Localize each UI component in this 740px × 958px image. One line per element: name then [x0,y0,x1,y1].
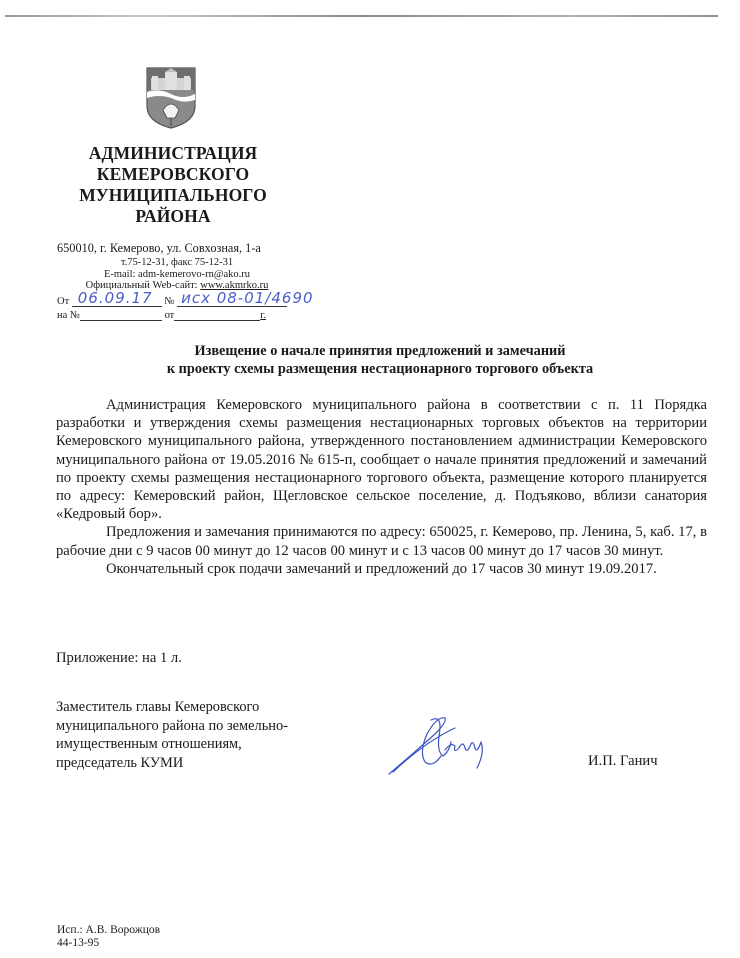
organization-name [62,143,284,227]
number-field [177,289,314,307]
document-body [56,396,707,578]
body-paragraph: Окончательный срок подачи замечаний и предложений до 17 часов 30 минут 19.09.2017. [106,560,657,577]
executor-phone: 44-13-95 [57,937,100,949]
contact-block [57,257,297,292]
document-title [60,342,700,378]
signer-position [56,698,288,772]
signature-icon [385,712,495,780]
signer-line-2: муниципального района по земельно- [56,717,288,734]
date-field [72,289,162,307]
reply-number-field [80,308,162,321]
signer-name: И.П. Ганич [588,753,658,769]
incoming-reference [57,308,266,321]
reply-to-label: на № [57,310,80,321]
org-line-2: КЕМЕРОВСКОГО [96,164,250,184]
phone-fax: т.75-12-31, факс 75-12-31 [120,257,234,268]
number-label: № [164,296,175,307]
org-line-4: РАЙОНА [135,206,211,226]
executor-name: Исп.: А.В. Ворожцов [57,924,161,936]
reply-from-label: от [164,310,175,321]
website-label: Официальный Web-сайт: [85,280,201,291]
org-address: 650010, г. Кемерово, ул. Совхозная, 1-а [57,241,261,255]
signer-line-1: Заместитель главы Кемеровского [56,699,260,715]
year-suffix: г. [260,310,267,321]
scan-top-edge-line [5,15,718,17]
body-paragraph: Администрация Кемеровского муниципального района в соответствии с п. 11 Порядка разработки и утверждения схемы размещения нестационарных торговых объектов на территории Кемеровского муниципального района, утвержденного постановлением администрации Кемеровского муниципального района от 19.05.2016 № 615-п, сообщает о начале принятия предложений и замечаний по проекту схемы размещения нестационарного торгового объекта, размещение которого планируется по адресу: Кемеровский район, Щегловское сельское поселение, д. Подъяково, вблизи санатория «Кедровый бор». [56,397,707,523]
signer-line-4: председатель КУМИ [56,754,184,771]
title-line-1: Извещение о начале принятия предложений и замечаний [194,343,566,359]
body-paragraph: Предложения и замечания принимаются по адресу: 650025, г. Кемерово, пр. Ленина, 5, каб. 17, в рабочие дни с 9 часов 00 минут до 12 часов 00 минут и с 13 часов 00 минут до 17 часов 30 минут. [56,524,707,559]
from-label: От [57,296,70,307]
outgoing-registration [57,289,314,307]
executor-info [57,924,160,950]
email: E-mail: adm-kemerovo-rn@ako.ru [103,268,251,280]
title-line-2: к проекту схемы размещения нестационарного торгового объекта [166,361,594,377]
reply-date-field [174,308,260,321]
org-line-1: АДМИНИСТРАЦИЯ [88,143,258,163]
website-link[interactable]: www.akmrko.ru [200,280,269,291]
coat-of-arms-icon [145,66,197,130]
annex-note: Приложение: на 1 л. [56,650,182,666]
handwritten-date: 06.09.17 [77,289,153,307]
handwritten-number: исх 08-01/4690 [181,289,314,307]
signer-line-3: имущественным отношениям, [56,736,242,752]
org-line-3: МУНИЦИПАЛЬНОГО [79,185,267,205]
